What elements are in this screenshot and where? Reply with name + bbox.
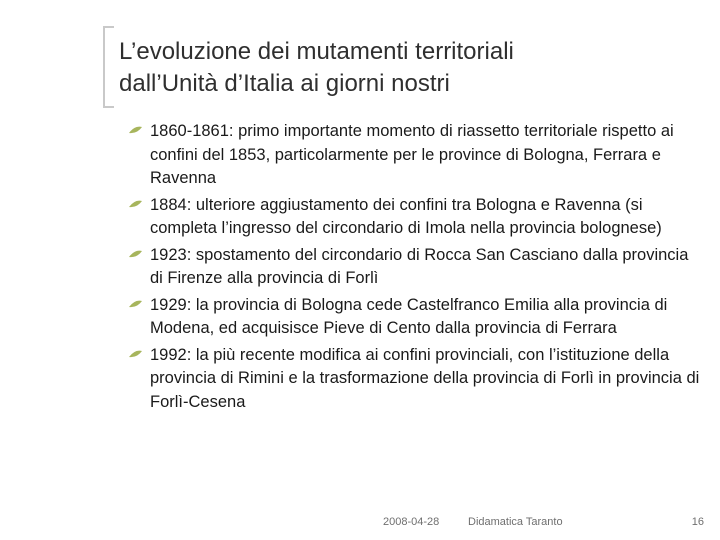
- leaf-bullet-icon: [128, 199, 143, 209]
- bullet-item: [128, 120, 703, 191]
- title-line-2: dall’Unità d’Italia ai giorni nostri: [119, 70, 450, 97]
- bullet-text: 1884: ulteriore aggiustamento dei confini tra Bologna e Ravenna (si completa l’ingresso del circondario di Imola nella provincia bolognese): [150, 195, 662, 237]
- footer-date: 2008-04-28: [383, 516, 440, 528]
- bullet-item: [128, 294, 703, 341]
- bullet-text: 1923: spostamento del circondario di Rocca San Casciano dalla provincia di Firenze alla provincia di Forlì: [150, 245, 689, 287]
- leaf-bullet-icon: [128, 299, 143, 309]
- leaf-bullet-icon: [128, 349, 143, 359]
- bullet-text: 1860-1861: primo importante momento di riassetto territoriale rispetto ai confini del 1853, particolarmente per le province di Bologna, Ferrara e Ravenna: [150, 122, 674, 187]
- leaf-bullet-icon: [128, 249, 143, 259]
- page-number: 16: [691, 516, 704, 528]
- title-decoration: [103, 26, 114, 108]
- footer-text: Didamatica Taranto: [468, 516, 563, 528]
- title-line-1: L’evoluzione dei mutamenti territoriali: [119, 38, 514, 65]
- bullet-item: [128, 244, 703, 291]
- bullet-text: 1992: la più recente modifica ai confini provinciali, con l’istituzione della provincia di Rimini e la trasformazione della provincia di Forlì in provincia di Forlì-Cesena: [150, 345, 700, 411]
- leaf-bullet-icon: [128, 125, 143, 135]
- bullet-list: [128, 120, 703, 417]
- bullet-item: [128, 194, 703, 241]
- slide-title: [119, 36, 679, 100]
- bullet-text: 1929: la provincia di Bologna cede Castelfranco Emilia alla provincia di Modena, ed acquisisce Pieve di Cento dalla provincia di Ferrara: [150, 295, 668, 337]
- bullet-item: [128, 344, 703, 415]
